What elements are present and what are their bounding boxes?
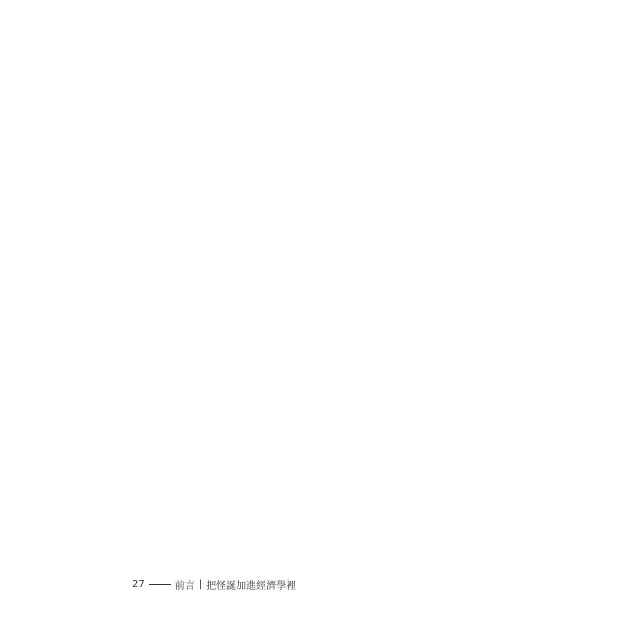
body-text — [132, 58, 548, 558]
footer-section: 前言 — [174, 581, 195, 592]
page-footer — [132, 577, 296, 592]
footer-rule — [149, 584, 171, 585]
footer-separator: | — [198, 579, 203, 590]
page-number: 27 — [132, 579, 145, 590]
footer-running-title: 把怪誕加進經濟學裡 — [206, 581, 297, 592]
